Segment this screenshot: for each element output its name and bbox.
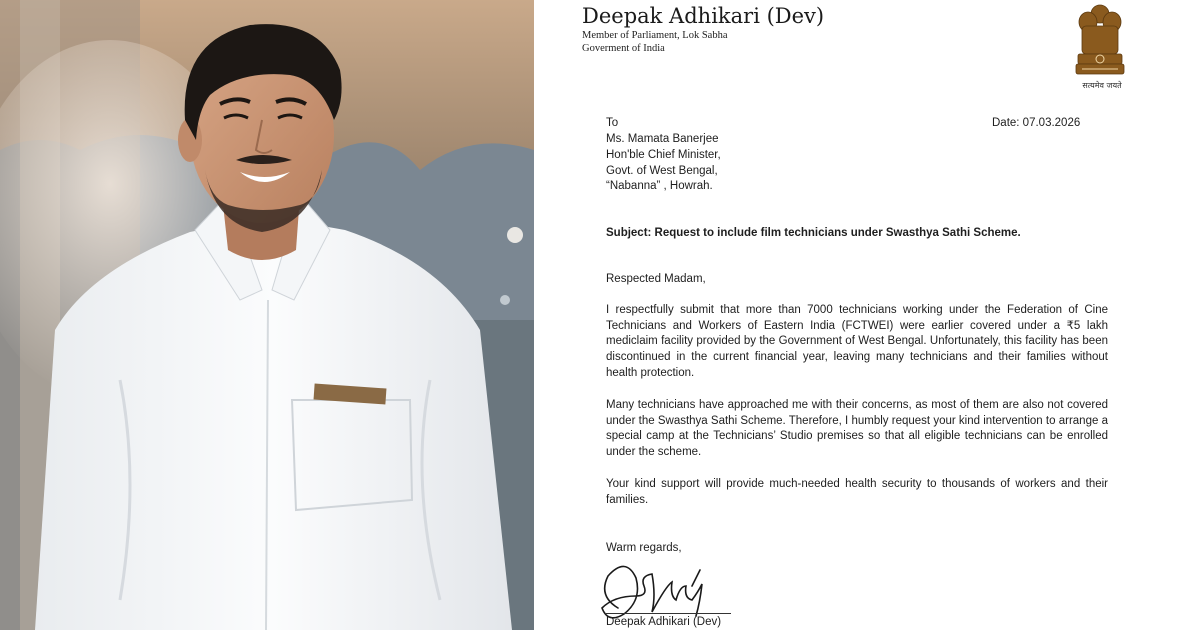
recipient-line: Hon'ble Chief Minister,	[606, 149, 721, 161]
body-paragraph: Many technicians have approached me with their concerns, as most of them are also not covered under the Swasthya Sathi Scheme. Therefore, I humbly request your kind intervention to arrange a special camp at the Technicians’ Studio premises so that all eligible technicians can be enrolled under the scheme.	[606, 399, 1108, 459]
letterhead-government: Goverment of India	[582, 43, 665, 54]
signature-line	[606, 613, 731, 614]
letterhead-designation: Member of Parliament, Lok Sabha	[582, 30, 728, 41]
letter-closing: Warm regards,	[606, 542, 682, 554]
signer-name: Deepak Adhikari (Dev)	[606, 616, 722, 628]
portrait-illustration	[0, 0, 534, 630]
body-paragraph: I respectfully submit that more than 7000 technicians working under the Federation of Cine Technicians and Workers of Eastern India (FCTWEI) were earlier covered under a ₹5 lakh mediclaim facility provided by the Government of West Bengal. Unfortunately, this facility has been discontinued in the current financial year, leaving many technicians and their families without health protection.	[606, 304, 1108, 379]
letter-salutation: Respected Madam,	[606, 273, 706, 285]
to-label: To	[606, 117, 619, 129]
letterhead-name: Deepak Adhikari (Dev)	[582, 4, 825, 28]
recipient-line: Govt. of West Bengal,	[606, 165, 718, 177]
recipient-line: “Nabanna” , Howrah.	[606, 180, 713, 192]
emblem-motto: सत्यमेव जयते	[1082, 81, 1122, 90]
body-paragraph: Your kind support will provide much-needed health security to thousands of workers and their families.	[606, 478, 1108, 506]
recipient-line: Ms. Mamata Banerjee	[606, 133, 719, 145]
letter-subject: Subject: Request to include film technicians under Swasthya Sathi Scheme.	[606, 227, 1021, 239]
letter-page	[540, 0, 1200, 630]
national-emblem-icon	[1072, 2, 1128, 80]
portrait-photo	[0, 0, 534, 630]
letter-date: Date: 07.03.2026	[992, 117, 1081, 129]
